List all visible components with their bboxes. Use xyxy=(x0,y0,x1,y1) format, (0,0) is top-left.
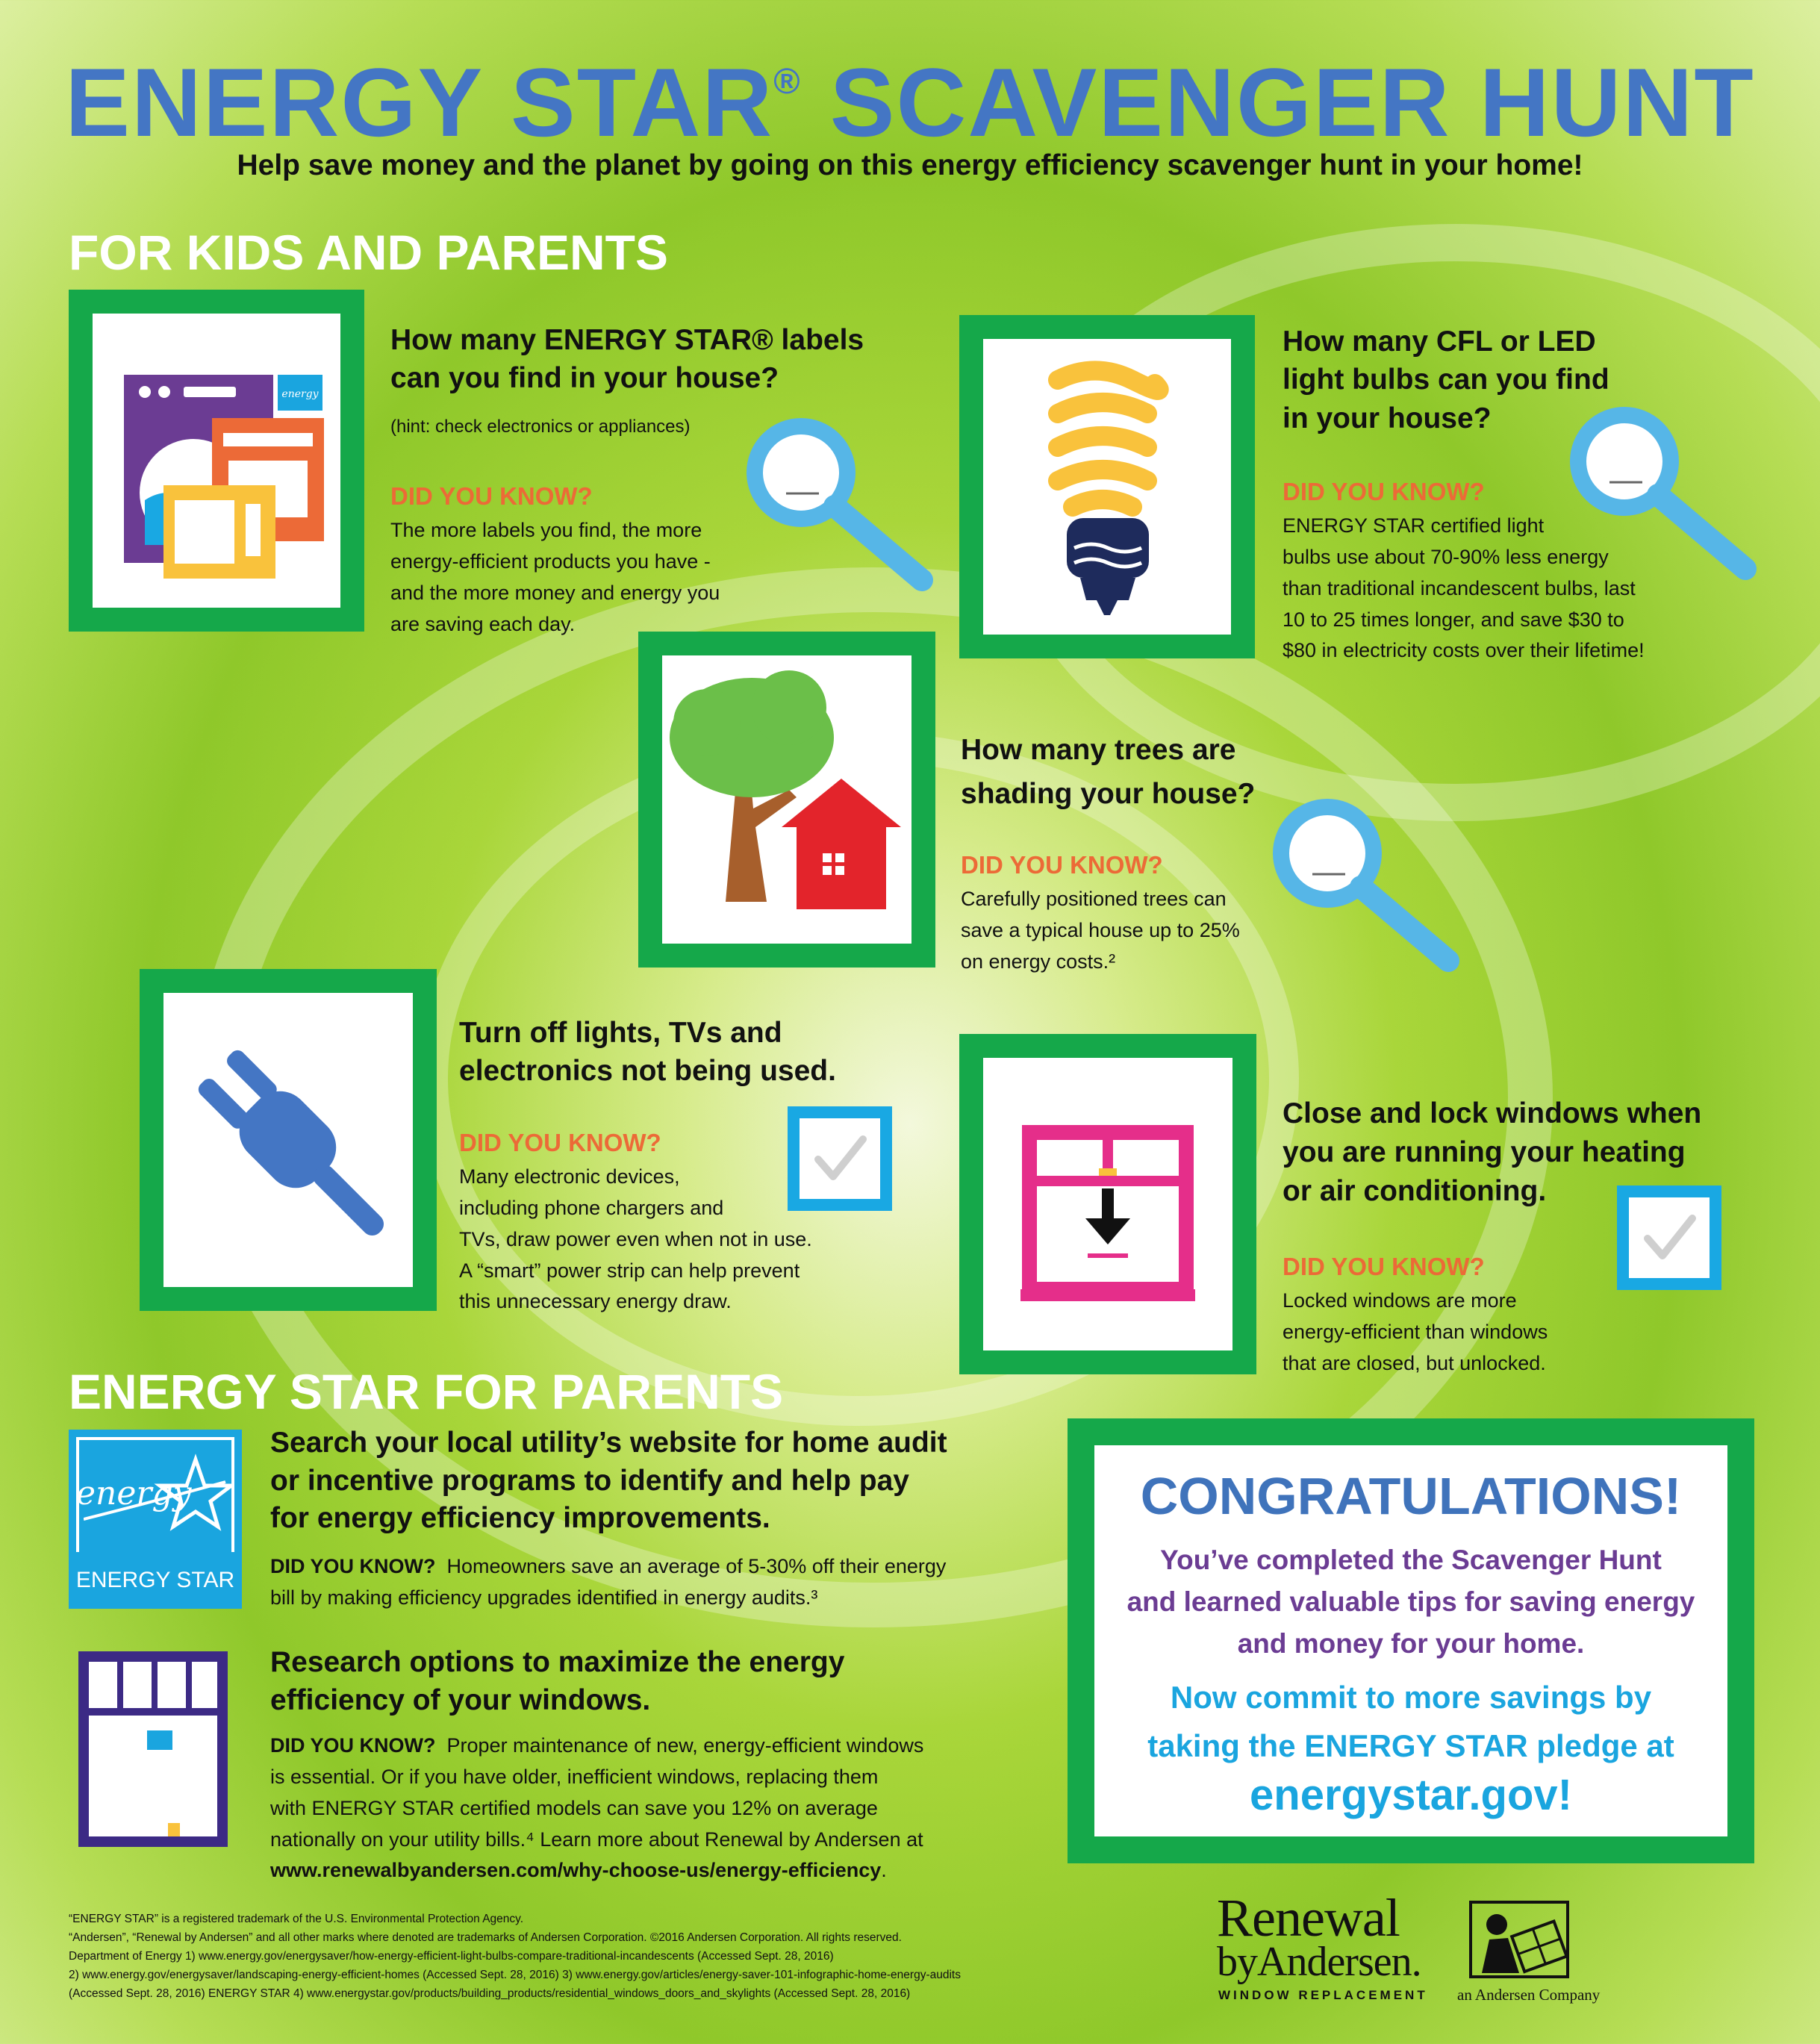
light-bulb-icon xyxy=(983,339,1231,635)
labels-question: How many ENERGY STAR® labels can you find in your house? xyxy=(390,324,864,395)
trees-body: Carefully positioned trees can save a typical house up to 25% on energy costs.² xyxy=(961,888,1240,973)
power-plug-icon xyxy=(163,993,413,1287)
research-body: DID YOU KNOW? Proper maintenance of new, energy-efficient windows is essential. Or if you have older, inefficient windows, replacing them with ENERGY STAR certified models can save you 12% on average nationally on your utility bills.⁴ Learn more about Renewal by Andersen at www.renewalbyandersen.com/why-choose-us/energy-efficiency. xyxy=(270,1734,924,1882)
audit-body: DID YOU KNOW? Homeowners save an average of 5-30% off their energy bill by making efficiency upgrades identified in energy audits.³ xyxy=(270,1555,947,1609)
magnifier-icon xyxy=(743,414,938,593)
plug-card xyxy=(140,969,437,1311)
energystar-link[interactable]: energystar.gov! xyxy=(1250,1770,1572,1819)
brand-company: an Andersen Company xyxy=(1457,1986,1601,2004)
magnifier-icon xyxy=(1269,795,1465,974)
lights-body: Many electronic devices, including phone chargers and TVs, draw power even when not in use. A “smart” power strip can help prevent this unnecessary energy draw. xyxy=(459,1165,812,1313)
appliances-icon xyxy=(93,314,340,608)
trees-dyk: DID YOU KNOW? xyxy=(961,851,1163,879)
research-dyk: DID YOU KNOW? xyxy=(270,1734,436,1757)
window-card xyxy=(959,1034,1256,1374)
trees-question: How many trees are shading your house? xyxy=(961,734,1256,810)
congrats-title: CONGRATULATIONS! xyxy=(1140,1467,1682,1525)
labels-dyk: DID YOU KNOW? xyxy=(390,482,593,510)
audit-question: Search your local utility’s website for home audit or incentive programs to identify and help pay for energy efficiency improvements. xyxy=(270,1427,947,1535)
lights-dyk: DID YOU KNOW? xyxy=(459,1129,661,1156)
research-question: Research options to maximize the energy efficiency of your windows. xyxy=(270,1646,845,1716)
bulbs-question: How many CFL or LED light bulbs can you find in your house? xyxy=(1283,325,1609,434)
appliances-illustration xyxy=(93,314,340,608)
renewal-logo xyxy=(1217,1887,1605,2007)
svg-text:energy: energy xyxy=(281,388,319,400)
labels-body: The more labels you find, the more energy-efficient products you have - and the more money and energy you are saving each day. xyxy=(390,519,720,635)
windows-dyk: DID YOU KNOW? xyxy=(1283,1253,1485,1280)
lights-question: Turn off lights, TVs and electronics not being used. xyxy=(459,1017,836,1088)
energy-star-logo xyxy=(69,1430,242,1609)
plug-illustration xyxy=(163,993,413,1287)
window-illustration xyxy=(983,1058,1232,1350)
labels-hint: (hint: check electronics or appliances) xyxy=(390,417,691,437)
logo-script: energy xyxy=(76,1474,192,1512)
brand-line1: Renewal xyxy=(1217,1888,1400,1948)
page-subtitle: Help save money and the planet by going on this energy efficiency scavenger hunt in your home! xyxy=(237,149,1583,181)
window-installer-icon xyxy=(1463,1895,1575,1984)
bulbs-illustration xyxy=(983,339,1231,635)
windows-body: Locked windows are more energy-efficient than windows that are closed, but unlocked. xyxy=(1283,1289,1548,1374)
windows-question: Close and lock windows when you are running your heating or air conditioning. xyxy=(1283,1097,1702,1207)
trees-card xyxy=(638,632,935,968)
congrats-pledge: Now commit to more savings by taking the ENERGY STAR pledge at xyxy=(1147,1679,1674,1763)
section-heading-parents: ENERGY STAR FOR PARENTS xyxy=(69,1364,784,1419)
section-heading-kids: FOR KIDS AND PARENTS xyxy=(69,225,669,280)
bulbs-card xyxy=(959,315,1255,658)
bulbs-dyk: DID YOU KNOW? xyxy=(1283,478,1485,505)
congrats-card xyxy=(1068,1418,1754,1863)
audit-dyk: DID YOU KNOW? xyxy=(270,1555,436,1577)
checkbox[interactable] xyxy=(1617,1185,1721,1290)
trees-illustration xyxy=(662,655,911,944)
appliances-card xyxy=(69,290,364,632)
footnotes: “ENERGY STAR” is a registered trademark of the U.S. Environmental Protection Agency. “Andersen”, “Renewal by Andersen” and all other marks where denoted are trademarks of Andersen Corporation. ©2016 Andersen Corporation. All rights reserved. Department of Energy 1) www.energy.gov/energysaver/how-energy-efficient-light-bulbs-compare-traditional-incandescents (Accessed Sept. 28, 2016) 2) www.energy.gov/energysaver/landscaping-energy-efficient-homes (Accessed Sept. 28, 2016) 3) www.energy.gov/articles/energy-saver-101-infographic-home-energy-audits (Accessed Sept. 28, 2016) ENERGY STAR 4) www.energystar.gov/products/building_products/residential_windows_doors_and_skylights (Accessed Sept. 28, 2016) xyxy=(69,1913,961,2001)
tree-house-icon xyxy=(662,655,911,944)
page-title: ENERGY STAR® SCAVENGER HUNT xyxy=(65,48,1755,157)
congrats-message: You’ve completed the Scavenger Hunt and learned valuable tips for saving energy and money for your home. xyxy=(1126,1545,1695,1660)
brand-line2: byAndersen. xyxy=(1217,1939,1421,1985)
magnifier-icon xyxy=(1566,403,1762,582)
checkmark-icon xyxy=(1629,1197,1710,1278)
checkmark-icon xyxy=(800,1118,880,1199)
window-icon xyxy=(78,1651,228,1847)
brand-tagline: WINDOW REPLACEMENT xyxy=(1218,1988,1428,2002)
bulbs-body: ENERGY STAR certified light bulbs use about 70-90% less energy than traditional incandescent bulbs, last 10 to 25 times longer, and save $30 to $80 in electricity costs over their lifetime! xyxy=(1283,514,1645,662)
logo-label: ENERGY STAR xyxy=(75,1568,235,1592)
checkbox[interactable] xyxy=(788,1106,892,1211)
window-lock-icon xyxy=(983,1058,1232,1350)
renewal-link[interactable]: www.renewalbyandersen.com/why-choose-us/energy-efficiency xyxy=(270,1859,882,1882)
